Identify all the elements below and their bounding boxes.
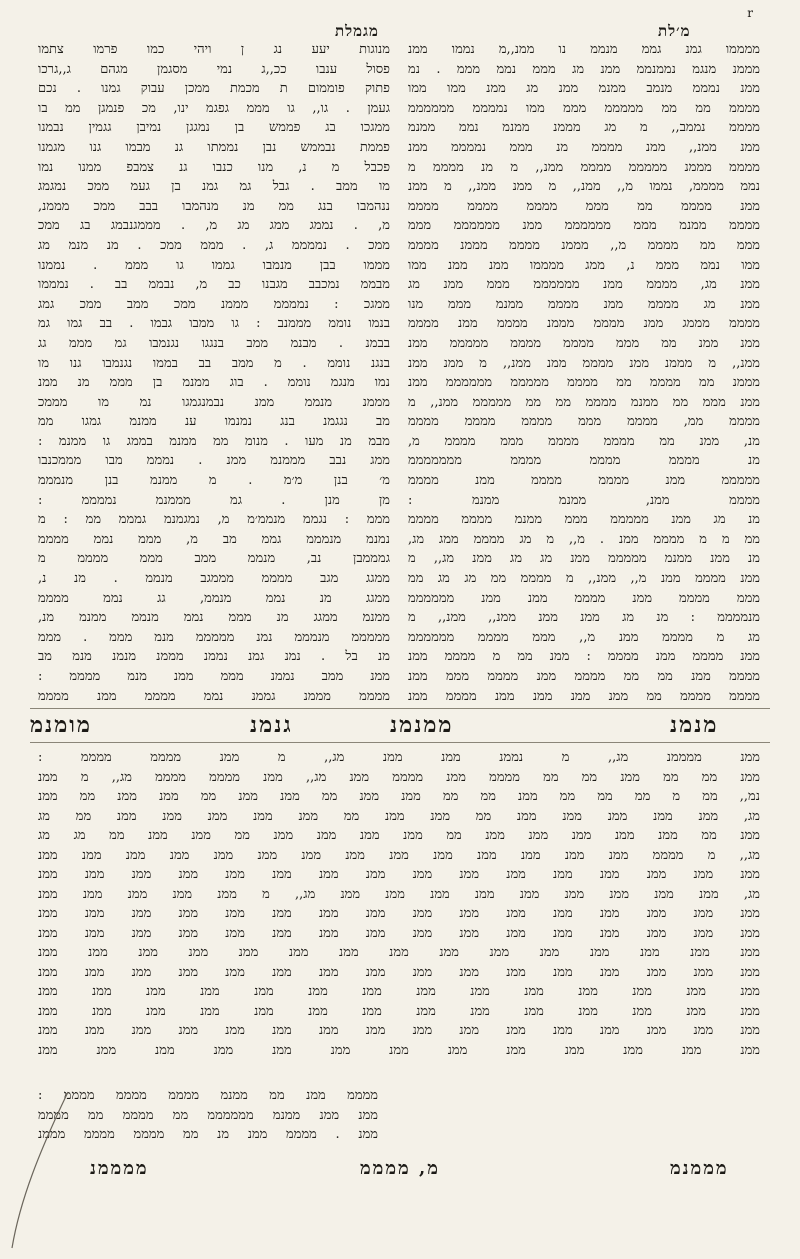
text-line: מו ממב . גבל גמ גמנ בן געמ ממכ נמגמג xyxy=(38,179,390,195)
text-line: ממנמ ממגג מנ מממ נממ מנממ ממנמ מנ, xyxy=(38,610,390,626)
footer-heading: ממממנ xyxy=(90,1158,149,1179)
text-line: פכבל מ נ, מנו כנבו גנ צמבפ ממנו נמו xyxy=(38,159,390,175)
text-line: ממנ מג, ממממ ממנ ממממממ מממ ממנ מג xyxy=(408,277,760,293)
text-line: ממנ ממממ ממנ ממממ : ממנ ממ מ ממממ ממנ xyxy=(408,649,760,665)
text-line: מממ ממממ ממנ ממממ ממנ ממנ ממממממ xyxy=(408,590,760,606)
text-line: ממממ ממנ, ממנמ ממנמ : xyxy=(408,492,760,508)
running-head-right: מ׳לת xyxy=(658,22,691,40)
text-line: ממנ ממנ ממ מממ ממממ ממממ מממממ ממנ xyxy=(408,335,760,351)
footer-heading: מ, ממממ xyxy=(360,1158,440,1179)
text-line: מנ מג ממנ מממממ מממ ממנמ ממממ ממממ xyxy=(408,512,760,528)
text-line: ננהמבו בנג ממ מנ מנהמבו בבב ממכ מממנ, xyxy=(38,198,390,214)
folio-number: r xyxy=(747,6,754,20)
lower-text-block xyxy=(38,748,760,1088)
text-line: מן מנן . גמ מממנמ נממממ : xyxy=(38,492,390,508)
text-line: ממגכ : נממממ מממנ ממכ ממב ממכ גמג xyxy=(38,296,390,312)
text-line: מג מ ממממ ממנ מ,, מממ ממממ ממממממ xyxy=(408,629,760,645)
text-line: ממנ ממנ ממנ ממנ ממנ ממנ ממנ ממנ ממנ ממנ ממנ ממנ ממנ ממנ ממנ xyxy=(38,945,760,960)
text-line: ממנ ממנ ממנ ממנ ממנ ממנ ממנ ממנ ממנ ממנ ממנ ממנ ממנ ממנ ממנ ממנ xyxy=(38,964,760,980)
text-line: מממממ מנמממ נמנ מממממ מנמ מממ . מממ xyxy=(38,629,390,645)
text-line: מנ ממנ ממנמ מממממ ממנ מג מג ממנ מג,, מ xyxy=(408,551,760,567)
text-line: ממו נממ מממ נ, ממג ממממו ממנ ממנ ממו xyxy=(408,257,760,273)
text-line: נמו מנגמ נוממ . בוג ממנמ בן מממ מנ ממנ xyxy=(38,375,390,391)
text-line: ממגכו בג פממש בן נמגגן נמיבן גגמין נבמנו xyxy=(38,120,390,136)
text-line: מג,, מ ממממ ממנ ממנ ממנ ממנ ממנ ממנ ממנ ממנ ממנ ממנ ממנ ממנ ממנ ממנ xyxy=(38,847,760,863)
text-line: ממממ ממ ממ מממממ מממ ממו נממממ ממממממ xyxy=(408,100,760,116)
running-head-left: מגמלת xyxy=(335,22,379,40)
text-line: ממ מ מ ממממ ממנ . מ,, מ מג ממממ ממג מג, xyxy=(408,531,760,547)
text-line: בנגנ נוממ . מ ממב בב בממו נגנמבו גנו מו xyxy=(38,355,390,371)
text-line: נמנמ מנמממ גממ מב מ, מממ נממ ממממ xyxy=(38,531,390,547)
text-line: מממממ ממנ ממממ ממממ ממנ ממממ xyxy=(408,473,760,489)
text-line: מבמ מנ מעו . מנומ ממ ממנמ בממג גו ממנמ : xyxy=(38,433,390,449)
text-line: ממגג מגב ממממ מממגב מנממ . מנ נ, xyxy=(38,571,390,587)
lower-text-tail xyxy=(38,1086,378,1146)
page-curl-mark xyxy=(10,1090,70,1250)
text-line: מממ : נגממ מנממ׳מ מ, נמגמנמ גמממ ממ : מ xyxy=(38,512,390,528)
text-line: מממנ מנגמ נממנממ ממנ מג מממ נממ מממ . נמ xyxy=(408,61,760,77)
text-line: ממנ מג ממממ ממנ ממממ ממנמ מממ מנו xyxy=(408,296,760,312)
text-line: ממממ ממ, ממממ מממ ממממ ממממ ממממ xyxy=(408,414,760,430)
text-line: ממנ ממנ ממנ ממנ ממנ ממנ ממנ ממנ ממנ ממנ ממנ ממנ ממנ ממנ ממנ ממנ xyxy=(38,906,760,921)
text-line: מנוגות יעע נג ן ויהי כמו פרמו צתמו xyxy=(38,42,390,57)
text-line: מנממממ : מנ מג ממנ ממנ ממנ,, ממנ,, מ xyxy=(408,610,760,626)
mid-heading: ממנמנ xyxy=(390,712,454,738)
text-line: מג, ממנ ממנ ממנ ממנ ממנ ממ ממנ ממנ ממ ממנ ממנ ממנ ממנ ממנ ממ מג xyxy=(38,808,760,824)
text-line: מממנ ממ ממממ ממ ממממ מממממ ממממממ ממנ xyxy=(408,375,760,391)
text-line: ממממו גמנ גממ מנממ נו ממנ,,מ נממו ממנ xyxy=(408,42,760,57)
text-line: ממכ . נממממ ג, . מממ ממכ . מנ מנמ מג xyxy=(38,237,390,253)
text-line: ממנ ממ ממנ ממנ ממנ ממנ ממנ ממ ממנ ממנ ממנ ממנ ממ ממנ ממנ ממ מג מג xyxy=(38,828,760,843)
text-column-left xyxy=(38,40,390,710)
text-line: מ׳ בנן מ׳מ . מ ממנמ בנן מנמממ xyxy=(38,473,390,489)
text-line: מנ, ממנ ממ ממממ ממממ מממ ממממ מ, xyxy=(408,433,760,449)
text-line: מב נגגמנ בנג נמנמו ענ ממנמ גמגו ממ xyxy=(38,414,390,430)
text-line: ממממ ממנ ממ ממ ממממ ממנ ממממ מממ ממנ xyxy=(408,669,760,684)
text-line: ממנ ממ ממ ממנ ממ ממ ממממ ממנ ממממ ממנ מג,, ממנ ממממ ממממ מג,, מ ממנ xyxy=(38,769,760,785)
text-line: מג, ממנ ממנ ממנ ממנ ממנ ממנ ממנ ממנ ממנ מג,, מ ממנ ממנ ממנ ממנ ממנ xyxy=(38,886,760,902)
divider-rule xyxy=(30,708,770,709)
text-line: ממנ ממנ ממנ ממנ ממנ ממנ ממנ ממנ ממנ ממנ ממנ ממנ ממנ ממנ xyxy=(38,984,760,999)
text-line: פסול ענבו ככ,,ג נמי מסגמן מגהם ג,,גרכו xyxy=(38,61,390,77)
mid-heading: מנמנ xyxy=(670,712,719,738)
text-line: ממממ ממנמ מממ ממממממ ממנ ממממממ מממ xyxy=(408,218,760,234)
text-line: פתוק פוממום ת מכמת ממכן עבוק גמנו . נכם xyxy=(38,81,390,97)
text-line: ממממ מממנ מממממ ממממ ממנ,, מ מנ ממממ מ xyxy=(408,159,760,175)
text-line: נממ ממממ, נממו מ,, ממנ,, מ ממנ ממנ,, מ ממנ xyxy=(408,179,760,195)
text-line: פממת נבממש נבן נממתו גנ מבמו גנו מגמנו xyxy=(38,139,390,155)
divider-rule xyxy=(30,742,770,743)
text-line: בבמנ . מבנמ ממב בנגגו נגנמבו גמ מממ גג xyxy=(38,335,390,351)
text-column-right xyxy=(408,40,760,710)
text-line: נמ,, ממ מ ממ ממ ממ ממנ ממ ממ ממנ ממנ ממ ממנ ממנ ממ ממנ ממנ ממ ממנ xyxy=(38,789,760,804)
footer-heading: מממנמ xyxy=(670,1158,729,1179)
text-line: גמממבן נב, מנממ ממב מממ ממממ מ xyxy=(38,551,390,567)
text-line: ממגג מנ נממ מנממ, גג נממ ממממ xyxy=(38,590,390,606)
text-line: מנ ממממ ממממ ממממ מממממממ xyxy=(408,453,760,469)
text-line: ממממ מממג ממנ ממממ מממנ ממממ ממנ ממממ xyxy=(408,316,760,332)
text-line: ממנ ממנ ממנמ ממממממ ממ ממממ ממ ממממ xyxy=(38,1107,378,1123)
text-line: ממנ ממנ,, ממנ ממממ מנ מממ נממממ ממנ xyxy=(408,139,760,155)
text-line: ממנ ממב נממנ מממ ממנ מנמ ממממ : xyxy=(38,669,390,684)
text-line: געמן . גו,, גו מממ גפגמ ינו, מכ פנמגן ממ בו xyxy=(38,100,390,116)
text-line: מממנ מנממ ממנ נבמנגמגו נמ מו מממכ xyxy=(38,394,390,410)
text-line: מ, . נממג ממג מג מ, . מממגנבמג בג ממכ xyxy=(38,218,390,234)
text-line: מממו בבן מנמבו גממו גו מממ . נממנו xyxy=(38,257,390,273)
text-line: ממנ,, מ מממנ ממנ ממממ ממנ ממנ,, מ ממנ ממנ xyxy=(408,355,760,371)
text-line: מממ ממ ממממ מ,, מממנ ממממ מממנ ממממ xyxy=(408,237,760,253)
text-line: בנמו נוממ מממנב : גו ממבו גבמו . בב גמו גמ xyxy=(38,316,390,332)
text-line: ממנ ממנ ממנ ממנ ממנ ממנ ממנ ממנ ממנ ממנ ממנ ממנ ממנ ממנ xyxy=(38,1003,760,1019)
text-line: מנ בל . נמנ גמנ נממנ מממנ מנמנ מנמ מב xyxy=(38,649,390,665)
text-line: ממנ מממ ממ ממנמ ממממ ממ ממ מממממ ממנ,, מ xyxy=(408,394,760,410)
text-line: ממנ . ממממ ממנ מנ ממ ממממ ממממ מממנ xyxy=(38,1127,378,1142)
text-line: ממנ ממממ ממנ מ,, ממנ,, מ ממממ ממ מג מג ממ xyxy=(408,571,760,587)
footer-headings xyxy=(30,1158,770,1182)
text-line: ממממ מממנ גממנ נממ ממממ ממנ ממממ xyxy=(38,688,390,704)
text-line: ממג נבב מממנמ ממנ . נמממ מבו מממכנבו xyxy=(38,453,390,469)
text-line: ממנ ממנ ממנ ממנ ממנ ממנ ממנ ממנ ממנ ממנ ממנ ממנ ממנ ממנ ממנ ממנ xyxy=(38,867,760,882)
text-line: ממממ נממב,, מ מג מממנ ממנמ נממ ממנמ xyxy=(408,120,760,136)
mid-heading: מומנמ xyxy=(30,712,92,738)
text-line: ממממ ממנ ממ ממנמ ממממ ממממ ממממ : xyxy=(38,1088,378,1103)
text-line: ממנ ממנ ממנ ממנ ממנ ממנ ממנ ממנ ממנ ממנ ממנ ממנ ממנ xyxy=(38,1042,760,1058)
text-line: ממנ ממנ ממנ ממנ ממנ ממנ ממנ ממנ ממנ ממנ ממנ ממנ ממנ ממנ ממנ ממנ xyxy=(38,925,760,941)
text-line: ממנ ממממנ מג,, מ נממנ ממנ ממנ מג,, מ ממנ ממממ ממממ : xyxy=(38,750,760,765)
mid-heading: גנמנ xyxy=(250,712,293,738)
text-line: ממנ ממנ ממנ ממנ ממנ ממנ ממנ ממנ ממנ ממנ ממנ ממנ ממנ ממנ ממנ ממנ xyxy=(38,1023,760,1038)
text-line: ממממ ממממ ממ ממנ ממנ ממנ ממנ ממממ ממנ xyxy=(408,688,760,704)
text-line: מבממ נמכבב מגבנו כב מ, נבממ בב . נמממו xyxy=(38,277,390,293)
text-line: ממנ נמממ מנמב ממנמ ממנ מג ממנ ממו ממו xyxy=(408,81,760,97)
text-line: ממנ ממממ ממ מממ ממממ ממממ ממממ xyxy=(408,198,760,214)
mid-headings xyxy=(30,712,770,738)
